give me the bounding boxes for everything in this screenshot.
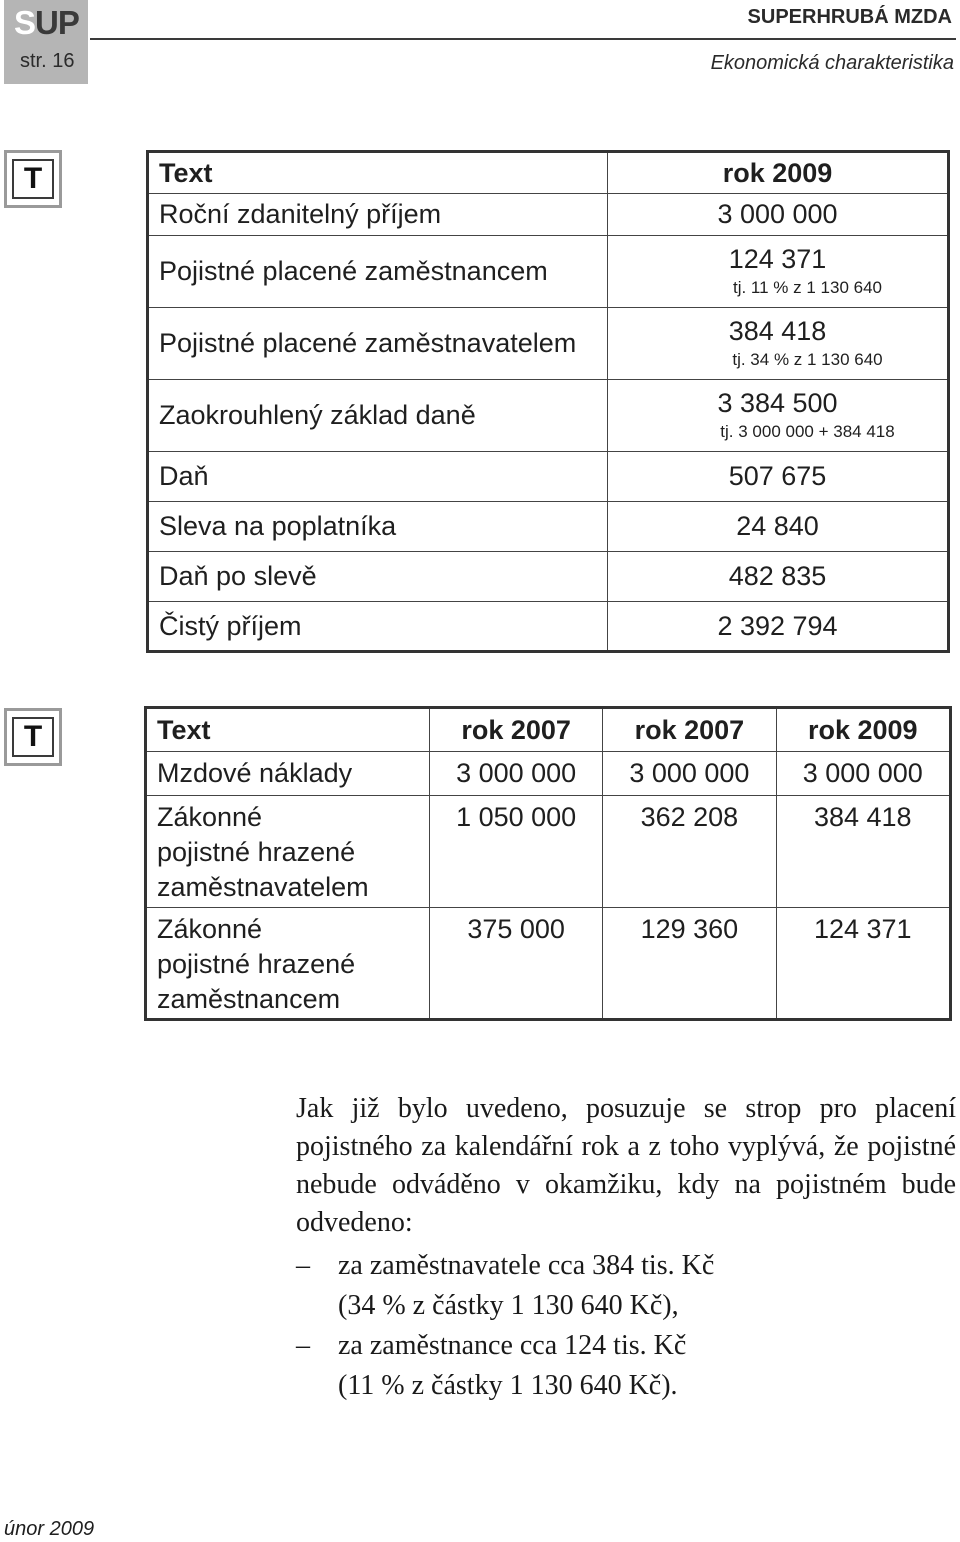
row-label: Daň po slevě: [148, 552, 608, 602]
row-value: 375 000: [430, 908, 603, 1020]
row-label: Pojistné placené zaměstnancem: [148, 236, 608, 308]
row-value: 362 208: [603, 796, 776, 908]
column-header: rok 2009: [776, 708, 951, 752]
table-wage-costs: [144, 706, 952, 1021]
row-label: [146, 908, 430, 1020]
row-label: Roční zdanitelný příjem: [148, 194, 608, 236]
row-value: 24 840: [608, 502, 949, 552]
row-value: 3 384 500: [717, 388, 838, 419]
table-row: [148, 194, 949, 236]
row-label-line: pojistné hrazené: [157, 949, 356, 980]
row-label: Sleva na poplatníka: [148, 502, 608, 552]
table-header-row: [146, 708, 951, 752]
list-item: [296, 1246, 956, 1326]
logo-box: [4, 0, 88, 84]
page-subtitle: Ekonomická charakteristika: [710, 52, 954, 74]
table-row: [148, 452, 949, 502]
dash-marker: –: [296, 1250, 310, 1281]
table-row: [148, 502, 949, 552]
row-value: 1 050 000: [430, 796, 603, 908]
page-title: SUPERHRUBÁ MZDA: [747, 6, 952, 28]
list-item-line: za zaměstnance cca 124 tis. Kč: [338, 1330, 687, 1361]
row-label-line: Zákonné: [157, 802, 263, 832]
row-label: Zaokrouhlený základ daně: [148, 380, 608, 452]
table-row: [146, 796, 951, 908]
row-label-line: zaměstnancem: [157, 984, 341, 1015]
column-header: Text: [148, 152, 608, 194]
row-label: Mzdové náklady: [146, 752, 430, 796]
row-label-line: Zákonné: [157, 914, 263, 944]
row-label-line: pojistné hrazené: [157, 837, 356, 868]
row-value: 124 371: [728, 244, 827, 275]
row-value: 384 418: [776, 796, 951, 908]
row-value: 3 000 000: [776, 752, 951, 796]
column-header: Text: [146, 708, 430, 752]
row-value: 129 360: [603, 908, 776, 1020]
row-value: 3 000 000: [603, 752, 776, 796]
row-value: 2 392 794: [608, 602, 949, 652]
list-item-line: (11 % z částky 1 130 640 Kč).: [338, 1370, 678, 1401]
header-rule: [90, 38, 956, 40]
table-marker-icon: T: [4, 708, 62, 766]
table-header-row: [148, 152, 949, 194]
row-value-cell: [608, 308, 949, 380]
table-row: [148, 308, 949, 380]
table-row: [146, 752, 951, 796]
row-label: Daň: [148, 452, 608, 502]
table-row: [148, 552, 949, 602]
body-paragraph: Jak již bylo uvedeno, posuzuje se strop pro placení pojistného za kalendářní rok a z toho vyplývá, že pojistné nebude odváděno v okamžiku, kdy na pojistném bude odvedeno:: [296, 1093, 956, 1238]
row-label: [146, 796, 430, 908]
row-note: tj. 34 % z 1 130 640: [732, 350, 883, 369]
footer-date: únor 2009: [4, 1518, 95, 1540]
row-value: 3 000 000: [608, 194, 949, 236]
row-value-cell: [608, 236, 949, 308]
row-value: 384 418: [728, 316, 827, 347]
row-value-cell: [608, 380, 949, 452]
list-item-line: za zaměstnavatele cca 384 tis. Kč: [338, 1250, 715, 1281]
list-item-line: (34 % z částky 1 130 640 Kč),: [338, 1290, 679, 1321]
table-tax-calculation: [146, 150, 950, 653]
table-row: [148, 380, 949, 452]
logo: SUP: [14, 4, 79, 41]
column-header: rok 2009: [608, 152, 949, 194]
table-row: [148, 602, 949, 652]
table-row: [148, 236, 949, 308]
list-item: [296, 1326, 956, 1406]
row-value: 124 371: [776, 908, 951, 1020]
row-value: 507 675: [608, 452, 949, 502]
row-note: tj. 3 000 000 + 384 418: [720, 422, 895, 441]
dash-marker: –: [296, 1330, 310, 1361]
table-marker-icon: T: [4, 150, 62, 208]
bullet-list: [296, 1246, 956, 1406]
row-label-line: zaměstnavatelem: [157, 872, 369, 903]
row-note: tj. 11 % z 1 130 640: [732, 278, 882, 297]
row-label: Čistý příjem: [148, 602, 608, 652]
table-row: [146, 908, 951, 1020]
column-header: rok 2007: [603, 708, 776, 752]
row-value: 482 835: [608, 552, 949, 602]
row-label: Pojistné placené zaměstnavatelem: [148, 308, 608, 380]
row-value: 3 000 000: [430, 752, 603, 796]
page-number: str. 16: [20, 50, 75, 72]
column-header: rok 2007: [430, 708, 603, 752]
